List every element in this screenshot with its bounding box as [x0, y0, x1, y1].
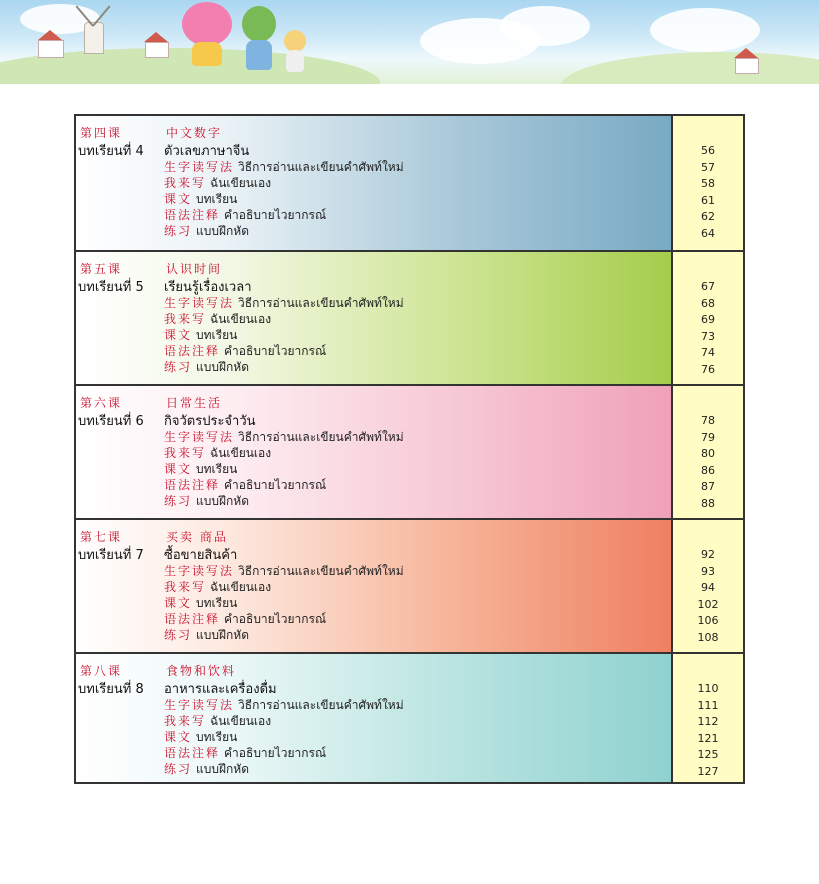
page-number: 76 [701, 363, 715, 376]
page-number-column [673, 520, 743, 652]
lesson-chinese-title: 食物和饮料 [166, 664, 237, 678]
page-number: 73 [701, 329, 715, 343]
cartoon-child-illustration [284, 30, 306, 52]
lesson-chinese-number: 第五课 [80, 262, 123, 276]
house-illustration [145, 42, 169, 58]
page-number-column [673, 386, 743, 518]
page-number: 93 [701, 564, 715, 578]
lesson-thai-heading [78, 544, 238, 565]
page-number: 57 [701, 160, 715, 174]
page-number: 62 [701, 210, 715, 224]
lesson-thai-title: เรียนรู้เรื่องเวลา [164, 280, 252, 295]
page-number: 58 [701, 177, 715, 191]
page-number: 127 [697, 765, 719, 778]
hill-illustration [560, 52, 819, 84]
page-number: 80 [701, 447, 715, 461]
lesson-chinese-number: 第四课 [80, 126, 123, 140]
toc-section [76, 652, 743, 782]
subsection-entry [164, 492, 249, 511]
subsection-thai-label: แบบฝึกหัด [196, 762, 249, 776]
page-number: 78 [701, 414, 715, 427]
cartoon-child-body [286, 50, 304, 72]
lesson-thai-heading [78, 410, 256, 431]
page-number: 92 [701, 548, 715, 561]
subsection-chinese-label: 课文 [164, 192, 193, 206]
page-number: 86 [701, 463, 715, 477]
page-number-column [673, 252, 743, 384]
lesson-thai-title: อาหารและเครื่องดื่ม [164, 682, 277, 697]
toc-section [76, 250, 743, 384]
page-number: 112 [697, 715, 719, 729]
lesson-thai-title: ซื้อขายสินค้า [164, 548, 238, 563]
cloud-illustration [500, 6, 590, 46]
house-illustration [38, 40, 64, 58]
subsection-chinese-label: 练习 [164, 224, 193, 238]
house-illustration [735, 58, 759, 74]
lesson-chinese-title: 买卖 商品 [166, 530, 228, 544]
page-number: 108 [697, 631, 719, 644]
subsection-thai-label: บทเรียน [196, 596, 238, 610]
page-number: 64 [701, 227, 715, 240]
subsection-thai-label: บทเรียน [196, 328, 238, 342]
page-number: 69 [701, 313, 715, 327]
subsection-chinese-label: 练习 [164, 494, 193, 508]
cartoon-girl-illustration [182, 2, 232, 46]
cartoon-girl-body [192, 42, 222, 66]
subsection-thai-label: วิธีการอ่านและเขียนคำศัพท์ใหม่ [238, 564, 404, 578]
subsection-thai-label: ฉันเขียนเอง [210, 580, 272, 594]
page-number: 74 [701, 346, 715, 360]
subsection-thai-label: วิธีการอ่านและเขียนคำศัพท์ใหม่ [238, 430, 404, 444]
subsection-thai-label: แบบฝึกหัด [196, 628, 249, 642]
page-number: 106 [697, 614, 719, 628]
lesson-chinese-heading [80, 528, 228, 545]
subsection-chinese-label: 语法注释 [164, 612, 221, 626]
page-number: 67 [701, 280, 715, 293]
subsection-thai-label: บทเรียน [196, 462, 238, 476]
subsection-thai-label: ฉันเขียนเอง [210, 176, 272, 190]
toc-section [76, 518, 743, 652]
subsection-chinese-label: 我来写 [164, 714, 207, 728]
header-banner [0, 0, 819, 84]
subsection-thai-label: คำอธิบายไวยากรณ์ [224, 208, 327, 222]
subsection-entry [164, 760, 249, 779]
subsection-chinese-label: 生字读写法 [164, 698, 235, 712]
lesson-chinese-title: 中文数字 [166, 126, 223, 140]
subsection-thai-label: วิธีการอ่านและเขียนคำศัพท์ใหม่ [238, 160, 404, 174]
lesson-thai-number: บทเรียนที่ 6 [78, 414, 144, 429]
subsection-chinese-label: 课文 [164, 328, 193, 342]
subsection-entry [164, 626, 249, 645]
subsection-chinese-label: 练习 [164, 360, 193, 374]
subsection-thai-label: คำอธิบายไวยากรณ์ [224, 344, 327, 358]
subsection-thai-label: ฉันเขียนเอง [210, 312, 272, 326]
subsection-chinese-label: 生字读写法 [164, 564, 235, 578]
lesson-thai-heading [78, 678, 277, 699]
page-number: 94 [701, 581, 715, 595]
subsection-chinese-label: 我来写 [164, 176, 207, 190]
subsection-chinese-label: 练习 [164, 628, 193, 642]
page-number-column [673, 654, 743, 782]
page-number: 110 [697, 682, 719, 695]
page-number: 79 [701, 430, 715, 444]
page-number: 125 [697, 748, 719, 762]
subsection-thai-label: คำอธิบายไวยากรณ์ [224, 612, 327, 626]
toc-section [76, 384, 743, 518]
page-number: 121 [697, 731, 719, 745]
page-number: 68 [701, 296, 715, 310]
subsection-entry [164, 358, 249, 377]
subsection-thai-label: คำอธิบายไวยากรณ์ [224, 746, 327, 760]
subsection-thai-label: วิธีการอ่านและเขียนคำศัพท์ใหม่ [238, 296, 404, 310]
page-number: 111 [697, 698, 719, 712]
subsection-thai-label: คำอธิบายไวยากรณ์ [224, 478, 327, 492]
subsection-chinese-label: 课文 [164, 462, 193, 476]
subsection-chinese-label: 语法注释 [164, 746, 221, 760]
section-description [76, 386, 673, 518]
lesson-thai-heading [78, 140, 250, 161]
subsection-chinese-label: 我来写 [164, 446, 207, 460]
subsection-thai-label: วิธีการอ่านและเขียนคำศัพท์ใหม่ [238, 698, 404, 712]
subsection-chinese-label: 语法注释 [164, 208, 221, 222]
house-roof [734, 48, 758, 58]
page-number: 102 [697, 597, 719, 611]
lesson-chinese-number: 第六课 [80, 396, 123, 410]
cartoon-boy-body [246, 40, 272, 70]
subsection-thai-label: แบบฝึกหัด [196, 494, 249, 508]
page-number: 87 [701, 480, 715, 494]
lesson-thai-number: บทเรียนที่ 4 [78, 144, 144, 159]
subsection-chinese-label: 课文 [164, 596, 193, 610]
page-number-column [673, 116, 743, 250]
page-number: 88 [701, 497, 715, 510]
lesson-thai-number: บทเรียนที่ 5 [78, 280, 144, 295]
subsection-chinese-label: 生字读写法 [164, 296, 235, 310]
section-description [76, 654, 673, 782]
house-roof [38, 30, 62, 40]
subsection-chinese-label: 语法注释 [164, 478, 221, 492]
section-description [76, 252, 673, 384]
lesson-chinese-heading [80, 260, 223, 277]
section-description [76, 520, 673, 652]
table-of-contents [74, 114, 745, 784]
subsection-chinese-label: 生字读写法 [164, 430, 235, 444]
page-number: 61 [701, 193, 715, 207]
subsection-thai-label: แบบฝึกหัด [196, 360, 249, 374]
subsection-chinese-label: 我来写 [164, 312, 207, 326]
cloud-illustration [650, 8, 760, 52]
lesson-thai-heading [78, 276, 252, 297]
lesson-chinese-heading [80, 394, 223, 411]
subsection-thai-label: ฉันเขียนเอง [210, 714, 272, 728]
lesson-thai-number: บทเรียนที่ 7 [78, 548, 144, 563]
subsection-thai-label: บทเรียน [196, 730, 238, 744]
subsection-entry [164, 222, 249, 241]
subsection-thai-label: แบบฝึกหัด [196, 224, 249, 238]
toc-section [76, 116, 743, 250]
lesson-chinese-number: 第八课 [80, 664, 123, 678]
subsection-chinese-label: 生字读写法 [164, 160, 235, 174]
lesson-chinese-title: 日常生活 [166, 396, 223, 410]
subsection-chinese-label: 我来写 [164, 580, 207, 594]
lesson-chinese-heading [80, 662, 237, 679]
lesson-chinese-title: 认识时间 [166, 262, 223, 276]
lesson-thai-title: ตัวเลขภาษาจีน [164, 144, 250, 159]
windmill-illustration [84, 22, 104, 54]
lesson-chinese-number: 第七课 [80, 530, 123, 544]
lesson-chinese-heading [80, 124, 223, 141]
subsection-chinese-label: 语法注释 [164, 344, 221, 358]
lesson-thai-title: กิจวัตรประจำวัน [164, 414, 256, 429]
page-number: 56 [701, 144, 715, 157]
cartoon-boy-illustration [242, 6, 276, 42]
subsection-chinese-label: 课文 [164, 730, 193, 744]
subsection-thai-label: บทเรียน [196, 192, 238, 206]
lesson-thai-number: บทเรียนที่ 8 [78, 682, 144, 697]
section-description [76, 116, 673, 250]
subsection-thai-label: ฉันเขียนเอง [210, 446, 272, 460]
house-roof [144, 32, 168, 42]
subsection-chinese-label: 练习 [164, 762, 193, 776]
